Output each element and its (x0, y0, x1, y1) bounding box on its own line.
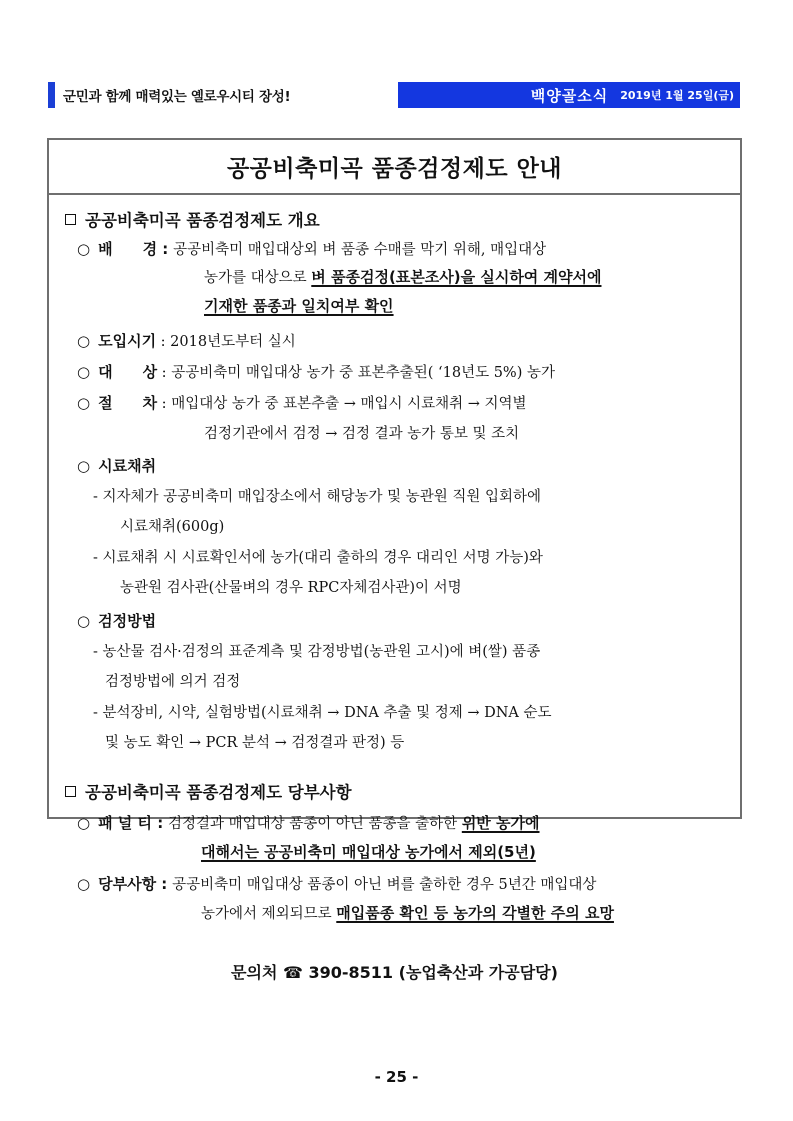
penalty-line2-emph: 대해서는 공공비축미 매입대상 농가에서 제외(5년) (201, 843, 536, 861)
circle-bullet-icon: ○ (77, 332, 91, 350)
circle-bullet-icon: ○ (77, 814, 91, 832)
item-penalty (77, 809, 540, 838)
procedure-line2-row (204, 419, 519, 448)
background-line1: 공공비축미 매입대상외 벼 품종 수매를 막기 위해, 매입대상 (173, 242, 547, 258)
request-line2-emph: 매입품종 확인 등 농가의 각별한 주의 요망 (336, 904, 614, 922)
publication-name: 백양골소식 (530, 86, 609, 105)
item-sampling (77, 452, 156, 480)
method-item2-line1: - 분석장비, 시약, 실험방법(시료채취 → DNA 추출 및 정제 → DNA 순도 (93, 705, 552, 721)
circle-bullet-icon: ○ (77, 240, 91, 258)
penalty-line2-row (201, 838, 536, 866)
penalty-line1-plain: 검정결과 매입대상 품종이 아닌 품종을 출하한 (168, 816, 462, 832)
section-heading-text: 공공비축미곡 품종검정제도 당부사항 (85, 783, 352, 802)
label-background: 배 경 : (98, 240, 169, 258)
slogan: 군민과 함께 매력있는 옐로우시티 장성! (63, 89, 291, 105)
page-number: - 25 - (374, 1068, 419, 1086)
circle-bullet-icon: ○ (77, 363, 91, 381)
notice-frame (47, 138, 742, 982)
publication-date: 2019년 1월 25일(금) (620, 89, 734, 102)
sampling-item2-line2: 농관원 검사관(산물벼의 경우 RPC자체검사관)이 서명 (120, 580, 462, 596)
request-line2-row (201, 899, 614, 928)
circle-bullet-icon: ○ (77, 457, 91, 475)
publication-banner (398, 82, 740, 108)
checkbox-square-icon (65, 214, 76, 225)
item-procedure (77, 389, 527, 418)
sampling-item2-line1: - 시료채취 시 시료확인서에 농가(대리 출하의 경우 대리인 서명 가능)와 (93, 550, 543, 566)
sampling-item1-line2: 시료채취(600g) (120, 519, 225, 535)
separator: : (157, 396, 172, 412)
item-target (77, 358, 555, 387)
label-intro: 도입시기 (98, 332, 157, 350)
page-title: 공공비축미곡 품종검정제도 안내 (49, 140, 740, 195)
label-penalty: 패 널 티 : (98, 814, 164, 832)
procedure-line2: 검정기관에서 검정 → 검정 결과 농가 통보 및 조치 (204, 426, 520, 442)
background-line2-plain: 농가를 대상으로 (204, 270, 312, 286)
sampling-item1-line1: - 지자체가 공공비축미 매입장소에서 해당농가 및 농관원 직원 입회하에 (93, 489, 541, 505)
item-request (77, 870, 596, 899)
separator: : (156, 334, 171, 350)
method-heading: 검정방법 (98, 612, 157, 630)
section-heading-overview (65, 207, 320, 231)
checkbox-square-icon (65, 786, 76, 797)
separator: : (157, 365, 172, 381)
background-line3 (204, 292, 394, 320)
background-line2 (204, 263, 601, 292)
circle-bullet-icon: ○ (77, 875, 91, 893)
method-item1-line2: 검정방법에 의거 검정 (105, 674, 241, 690)
target-text: 공공비축미 매입대상 농가 중 표본추출된( ‘18년도 5%) 농가 (171, 365, 555, 381)
sampling-heading: 시료채취 (98, 457, 157, 475)
procedure-line1: 매입대상 농가 중 표본추출 → 매입시 시료채취 → 지역별 (171, 396, 527, 412)
label-target: 대 상 (98, 363, 158, 381)
intro-text: 2018년도부터 실시 (170, 334, 296, 350)
circle-bullet-icon: ○ (77, 394, 91, 412)
label-request: 당부사항 : (98, 875, 168, 893)
contact-info: 문의처 ☎ 390-8511 (농업축산과 가공담당) (231, 963, 558, 982)
section-heading-requests (65, 779, 352, 803)
item-background (77, 235, 546, 264)
accent-bar (48, 82, 55, 108)
penalty-line1-emph: 위반 농가에 (461, 814, 540, 832)
request-line2-plain: 농가에서 제외되므로 (201, 906, 337, 922)
item-intro (77, 327, 296, 356)
background-line3-emph: 기재한 품종과 일치여부 확인 (204, 297, 394, 315)
method-item2-line2: 및 농도 확인 → PCR 분석 → 검정결과 판정) 등 (105, 735, 405, 751)
section-heading-text: 공공비축미곡 품종검정제도 개요 (85, 211, 320, 230)
header-slogan-area (48, 82, 290, 108)
background-line2-emph: 벼 품종검정(표본조사)을 실시하여 계약서에 (311, 268, 602, 286)
label-procedure: 절 차 (98, 394, 158, 412)
method-item1-line1: - 농산물 검사·검정의 표준계측 및 감정방법(농관원 고시)에 벼(쌀) 품종 (93, 644, 541, 660)
circle-bullet-icon: ○ (77, 612, 91, 630)
request-line1: 공공비축미 매입대상 품종이 아닌 벼를 출하한 경우 5년간 매입대상 (172, 877, 597, 893)
item-method (77, 607, 156, 635)
